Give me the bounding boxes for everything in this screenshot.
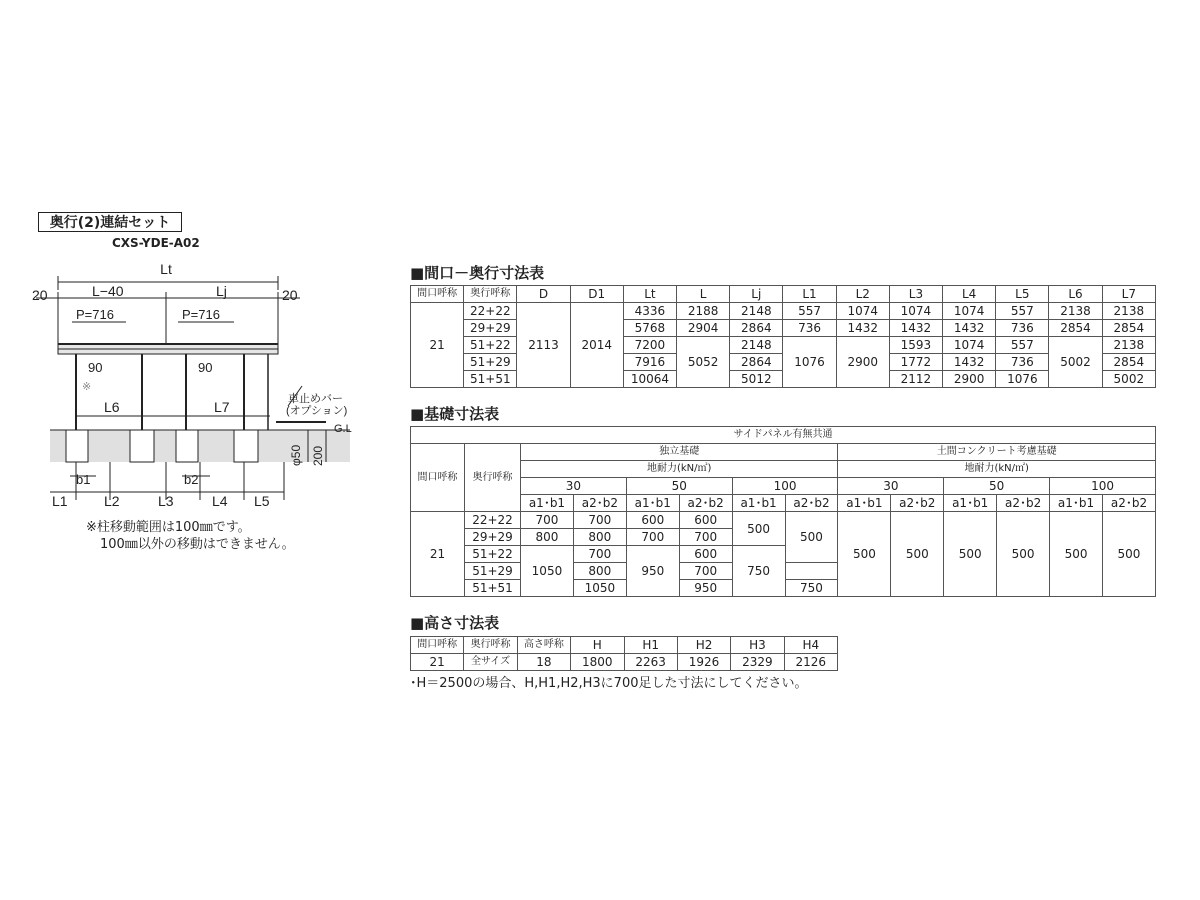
- t1-cell: 2864: [730, 320, 783, 337]
- t3-header: H: [571, 637, 624, 654]
- t1-cell: 5768: [623, 320, 676, 337]
- t3-cell: 18: [517, 654, 570, 671]
- t1-header: Lj: [730, 286, 783, 303]
- t1-cell: 5002: [1049, 337, 1102, 388]
- depth-200-label: 200: [311, 445, 325, 466]
- height-note: ･H＝2500の場合、H,H1,H2,H3に700足した寸法にしてください。: [410, 676, 808, 691]
- t3-cell: 2126: [784, 654, 837, 671]
- t1-cell: 2900: [836, 337, 889, 388]
- t2-header: 50: [626, 478, 732, 495]
- t3-header: H1: [624, 637, 677, 654]
- angle-90-label-2: 90: [198, 360, 213, 375]
- t2-cell: 1050: [521, 546, 574, 597]
- t2-cell: 500: [838, 512, 891, 597]
- p716-label-2: P=716: [182, 307, 220, 322]
- t1-cell: 5052: [677, 337, 730, 388]
- t2-header: 30: [838, 478, 944, 495]
- t2-cell: 51+51: [465, 580, 521, 597]
- t1-cell: 7916: [623, 354, 676, 371]
- t1-header: L6: [1049, 286, 1102, 303]
- t1-cell: 21: [411, 303, 464, 388]
- t1-cell: 557: [783, 303, 836, 320]
- t1-cell: 2904: [677, 320, 730, 337]
- t1-cell: 2138: [1102, 337, 1155, 354]
- model-number: CXS-YDE-A02: [112, 236, 200, 250]
- t1-cell: 2900: [943, 371, 996, 388]
- t1-cell: 2014: [570, 303, 623, 388]
- table3-title: ■高さ寸法表: [410, 614, 500, 632]
- t2-cell: [785, 563, 838, 580]
- t2-cell: 500: [944, 512, 997, 597]
- car-stop-bar-label: 車止めバー: [288, 393, 343, 405]
- move-range-mark: ※: [82, 381, 92, 393]
- t2-cell: 800: [521, 529, 574, 546]
- t2-cell: 500: [785, 512, 838, 563]
- t3-cell: 全サイズ: [464, 654, 517, 671]
- t2-cell: 800: [573, 563, 626, 580]
- t1-cell: 1074: [943, 337, 996, 354]
- t2-soil-header: 地耐力(kN/㎡): [521, 461, 838, 478]
- t1-cell: 22+22: [464, 303, 517, 320]
- t2-header: a1･b1: [521, 495, 574, 512]
- t1-cell: 4336: [623, 303, 676, 320]
- t1-header: L3: [889, 286, 942, 303]
- t1-cell: 10064: [623, 371, 676, 388]
- t1-cell: 5012: [730, 371, 783, 388]
- t2-header: a2･b2: [679, 495, 732, 512]
- t1-cell: 736: [783, 320, 836, 337]
- l6-label: L6: [104, 399, 120, 415]
- t1-cell: 557: [996, 303, 1049, 320]
- t1-cell: 51+22: [464, 337, 517, 354]
- t2-header: 100: [732, 478, 838, 495]
- t1-header: Lt: [623, 286, 676, 303]
- t2-cell: 500: [732, 512, 785, 546]
- set-title: 奥行(2)連結セット: [38, 212, 182, 232]
- t2-cell: 700: [521, 512, 574, 529]
- t1-header: 奥行呼称: [464, 286, 517, 303]
- t1-header: D: [517, 286, 570, 303]
- t1-cell: 2854: [1102, 354, 1155, 371]
- t1-header: L: [677, 286, 730, 303]
- t1-cell: 1432: [943, 354, 996, 371]
- t2-header: 50: [944, 478, 1050, 495]
- t2-header: a1･b1: [1050, 495, 1103, 512]
- t2-cell: 51+22: [465, 546, 521, 563]
- t1-cell: 1074: [836, 303, 889, 320]
- right-20-label: 20: [282, 287, 298, 303]
- t1-cell: 2864: [730, 354, 783, 371]
- t2-header: a2･b2: [997, 495, 1050, 512]
- t2-header: 間口呼称: [411, 444, 465, 512]
- t1-header: L5: [996, 286, 1049, 303]
- t3-cell: 21: [411, 654, 464, 671]
- foundation-table: [410, 426, 1156, 597]
- t1-cell: 29+29: [464, 320, 517, 337]
- t2-cell: 500: [891, 512, 944, 597]
- t3-header: H3: [731, 637, 784, 654]
- t3-header: 奥行呼称: [464, 637, 517, 654]
- t1-cell: 1076: [783, 337, 836, 388]
- t2-cell: 500: [1102, 512, 1155, 597]
- t3-header: 間口呼称: [411, 637, 464, 654]
- t2-header: 30: [521, 478, 627, 495]
- p716-label-1: P=716: [76, 307, 114, 322]
- t2-cell: 800: [573, 529, 626, 546]
- t2-cell: 700: [679, 529, 732, 546]
- t1-cell: 1772: [889, 354, 942, 371]
- t3-header: H2: [677, 637, 730, 654]
- b2-label: b2: [184, 472, 199, 487]
- t2-cell: 750: [785, 580, 838, 597]
- t2-cell: 700: [573, 512, 626, 529]
- t1-header: D1: [570, 286, 623, 303]
- frontage-depth-table: [410, 285, 1156, 388]
- t1-cell: 1432: [836, 320, 889, 337]
- t2-cell: 21: [411, 512, 465, 597]
- t1-cell: 2138: [1102, 303, 1155, 320]
- b1-label: b1: [76, 472, 91, 487]
- t2-cell: 700: [679, 563, 732, 580]
- t1-cell: 2112: [889, 371, 942, 388]
- t2-cell: 950: [679, 580, 732, 597]
- t1-cell: 2138: [1049, 303, 1102, 320]
- t2-header: a2･b2: [1102, 495, 1155, 512]
- t3-cell: 2329: [731, 654, 784, 671]
- t1-cell: 1076: [996, 371, 1049, 388]
- t1-cell: 1074: [943, 303, 996, 320]
- t1-header: 間口呼称: [411, 286, 464, 303]
- t2-cell: 29+29: [465, 529, 521, 546]
- option-label: (オプション): [286, 405, 348, 417]
- t1-cell: 1593: [889, 337, 942, 354]
- t2-cell: 600: [679, 512, 732, 529]
- l7-label: L7: [214, 399, 230, 415]
- t2-cell: 950: [626, 546, 679, 597]
- t2-header: a1･b1: [944, 495, 997, 512]
- t2-cell: 1050: [573, 580, 626, 597]
- t1-cell: 2113: [517, 303, 570, 388]
- t2-group-header: 独立基礎: [521, 444, 838, 461]
- t1-header: L4: [943, 286, 996, 303]
- t2-header: a1･b1: [626, 495, 679, 512]
- l40-label: L−40: [92, 283, 124, 299]
- note-line-2: 100㎜以外の移動はできません。: [100, 537, 295, 552]
- note-line-1: ※柱移動範囲は100㎜です。: [86, 520, 251, 535]
- t2-header: 100: [1050, 478, 1156, 495]
- t1-header: L2: [836, 286, 889, 303]
- t1-cell: 557: [996, 337, 1049, 354]
- l4-label: L4: [212, 493, 228, 509]
- t1-cell: 2188: [677, 303, 730, 320]
- t3-cell: 1800: [571, 654, 624, 671]
- t1-cell: 736: [996, 354, 1049, 371]
- t2-cell: 51+29: [465, 563, 521, 580]
- l2-label: L2: [104, 493, 120, 509]
- t1-cell: 51+51: [464, 371, 517, 388]
- t1-cell: 2148: [730, 303, 783, 320]
- t1-header: L1: [783, 286, 836, 303]
- t2-header: a1･b1: [732, 495, 785, 512]
- t1-cell: 2854: [1102, 320, 1155, 337]
- angle-90-label-1: 90: [88, 360, 103, 375]
- t2-cell: 600: [626, 512, 679, 529]
- lj-label: Lj: [216, 283, 227, 299]
- t2-cell: 750: [732, 546, 785, 597]
- t2-soil-header: 地耐力(kN/㎡): [838, 461, 1156, 478]
- t3-cell: 2263: [624, 654, 677, 671]
- t2-top-header: サイドパネル有無共通: [411, 427, 1156, 444]
- gl-label: G.L: [334, 423, 352, 435]
- l5-label: L5: [254, 493, 270, 509]
- t2-cell: 500: [997, 512, 1050, 597]
- carport-elevation-diagram: [30, 256, 370, 516]
- t2-header: a2･b2: [785, 495, 838, 512]
- phi50-label: φ50: [289, 444, 303, 466]
- t1-cell: 1432: [889, 320, 942, 337]
- t1-cell: 2148: [730, 337, 783, 354]
- t1-header: L7: [1102, 286, 1155, 303]
- left-20-label: 20: [32, 287, 48, 303]
- table1-title: ■間口－奥行寸法表: [410, 264, 545, 282]
- l1-label: L1: [52, 493, 68, 509]
- t2-header: 奥行呼称: [465, 444, 521, 512]
- t2-cell: 700: [626, 529, 679, 546]
- lt-label: Lt: [160, 261, 172, 277]
- t1-cell: 51+29: [464, 354, 517, 371]
- t1-cell: 1432: [943, 320, 996, 337]
- t2-header: a2･b2: [573, 495, 626, 512]
- t1-cell: 7200: [623, 337, 676, 354]
- t2-cell: 700: [573, 546, 626, 563]
- t2-header: a2･b2: [891, 495, 944, 512]
- table2-title: ■基礎寸法表: [410, 405, 500, 423]
- t1-cell: 5002: [1102, 371, 1155, 388]
- t3-header: H4: [784, 637, 837, 654]
- t2-group-header: 土間コンクリート考慮基礎: [838, 444, 1156, 461]
- t1-cell: 2854: [1049, 320, 1102, 337]
- t2-header: a1･b1: [838, 495, 891, 512]
- t2-cell: 600: [679, 546, 732, 563]
- l3-label: L3: [158, 493, 174, 509]
- t3-header: 高さ呼称: [517, 637, 570, 654]
- t2-cell: 500: [1050, 512, 1103, 597]
- t2-cell: 22+22: [465, 512, 521, 529]
- height-table: [410, 636, 838, 671]
- t1-cell: 1074: [889, 303, 942, 320]
- t3-cell: 1926: [677, 654, 730, 671]
- t1-cell: 736: [996, 320, 1049, 337]
